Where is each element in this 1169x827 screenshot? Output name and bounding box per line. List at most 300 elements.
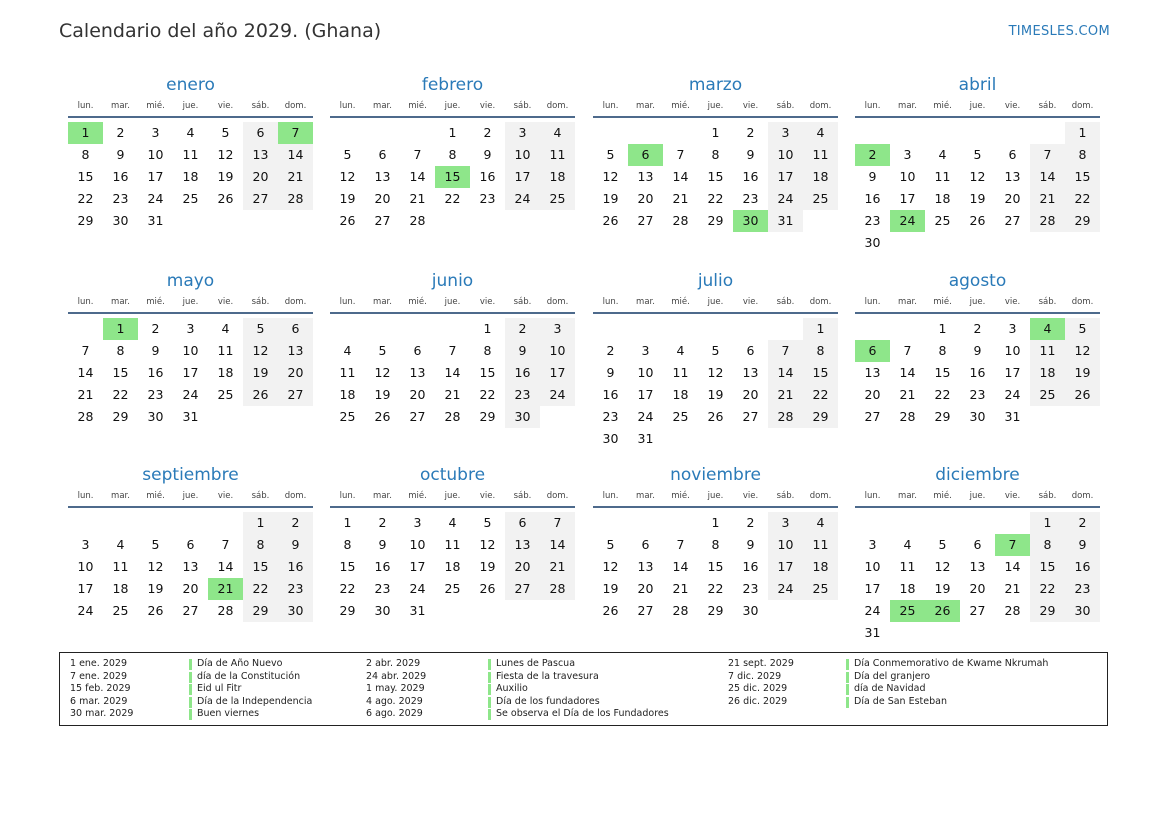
day-cell[interactable]: 31 bbox=[409, 603, 426, 618]
day-cell[interactable]: 22 bbox=[444, 191, 461, 206]
day-cell[interactable]: 1 bbox=[68, 122, 103, 144]
day-cell[interactable]: 4 bbox=[938, 147, 947, 162]
day-cell[interactable]: 23 bbox=[374, 581, 391, 596]
day-cell[interactable]: 11 bbox=[803, 144, 838, 166]
day-cell[interactable]: 21 bbox=[768, 384, 803, 406]
day-cell[interactable]: 5 bbox=[973, 147, 982, 162]
day-cell[interactable]: 15 bbox=[934, 365, 951, 380]
day-cell[interactable]: 8 bbox=[448, 147, 457, 162]
day-cell[interactable]: 19 bbox=[1065, 362, 1100, 384]
day-cell[interactable]: 31 bbox=[637, 431, 654, 446]
day-cell[interactable]: 19 bbox=[934, 581, 951, 596]
day-cell[interactable]: 9 bbox=[606, 365, 615, 380]
day-cell[interactable]: 31 bbox=[1004, 409, 1021, 424]
day-cell[interactable]: 24 bbox=[77, 603, 94, 618]
day-cell[interactable]: 13 bbox=[505, 534, 540, 556]
day-cell[interactable]: 25 bbox=[339, 409, 356, 424]
day-cell[interactable]: 5 bbox=[606, 537, 615, 552]
day-cell[interactable]: 3 bbox=[540, 318, 575, 340]
day-cell[interactable]: 5 bbox=[711, 343, 720, 358]
day-cell[interactable]: 5 bbox=[378, 343, 387, 358]
day-cell[interactable]: 13 bbox=[637, 559, 654, 574]
day-cell[interactable]: 2 bbox=[1065, 512, 1100, 534]
day-cell[interactable]: 12 bbox=[479, 537, 496, 552]
day-cell[interactable]: 14 bbox=[409, 169, 426, 184]
day-cell[interactable]: 27 bbox=[1004, 213, 1021, 228]
day-cell[interactable]: 23 bbox=[147, 387, 164, 402]
day-cell[interactable]: 8 bbox=[1030, 534, 1065, 556]
day-cell[interactable]: 10 bbox=[505, 144, 540, 166]
day-cell[interactable]: 17 bbox=[899, 191, 916, 206]
day-cell[interactable]: 29 bbox=[707, 213, 724, 228]
day-cell[interactable]: 27 bbox=[409, 409, 426, 424]
day-cell[interactable]: 3 bbox=[1008, 321, 1017, 336]
day-cell[interactable]: 1 bbox=[711, 125, 720, 140]
day-cell[interactable]: 13 bbox=[742, 365, 759, 380]
day-cell[interactable]: 15 bbox=[1030, 556, 1065, 578]
day-cell[interactable]: 30 bbox=[969, 409, 986, 424]
day-cell[interactable]: 11 bbox=[182, 147, 199, 162]
day-cell[interactable]: 7 bbox=[768, 340, 803, 362]
day-cell[interactable]: 9 bbox=[868, 169, 877, 184]
day-cell[interactable]: 4 bbox=[903, 537, 912, 552]
day-cell[interactable]: 24 bbox=[890, 210, 925, 232]
day-cell[interactable]: 1 bbox=[483, 321, 492, 336]
day-cell[interactable]: 30 bbox=[112, 213, 129, 228]
day-cell[interactable]: 20 bbox=[243, 166, 278, 188]
day-cell[interactable]: 14 bbox=[278, 144, 313, 166]
day-cell[interactable]: 17 bbox=[77, 581, 94, 596]
day-cell[interactable]: 6 bbox=[243, 122, 278, 144]
day-cell[interactable]: 28 bbox=[409, 213, 426, 228]
day-cell[interactable]: 5 bbox=[243, 318, 278, 340]
day-cell[interactable]: 4 bbox=[803, 512, 838, 534]
day-cell[interactable]: 29 bbox=[1065, 210, 1100, 232]
day-cell[interactable]: 9 bbox=[505, 340, 540, 362]
day-cell[interactable]: 21 bbox=[444, 387, 461, 402]
day-cell[interactable]: 28 bbox=[540, 578, 575, 600]
day-cell[interactable]: 15 bbox=[339, 559, 356, 574]
day-cell[interactable]: 23 bbox=[742, 581, 759, 596]
day-cell[interactable]: 2 bbox=[116, 125, 125, 140]
day-cell[interactable]: 29 bbox=[803, 406, 838, 428]
day-cell[interactable]: 2 bbox=[378, 515, 387, 530]
day-cell[interactable]: 27 bbox=[864, 409, 881, 424]
day-cell[interactable]: 17 bbox=[409, 559, 426, 574]
day-cell[interactable]: 24 bbox=[768, 578, 803, 600]
day-cell[interactable]: 9 bbox=[278, 534, 313, 556]
day-cell[interactable]: 29 bbox=[707, 603, 724, 618]
day-cell[interactable]: 18 bbox=[339, 387, 356, 402]
day-cell[interactable]: 20 bbox=[637, 581, 654, 596]
day-cell[interactable]: 19 bbox=[602, 191, 619, 206]
day-cell[interactable]: 2 bbox=[278, 512, 313, 534]
day-cell[interactable]: 16 bbox=[278, 556, 313, 578]
day-cell[interactable]: 5 bbox=[343, 147, 352, 162]
day-cell[interactable]: 9 bbox=[746, 147, 755, 162]
day-cell[interactable]: 20 bbox=[374, 191, 391, 206]
day-cell[interactable]: 28 bbox=[768, 406, 803, 428]
day-cell[interactable]: 16 bbox=[864, 191, 881, 206]
day-cell[interactable]: 14 bbox=[444, 365, 461, 380]
day-cell[interactable]: 6 bbox=[973, 537, 982, 552]
day-cell[interactable]: 30 bbox=[374, 603, 391, 618]
day-cell[interactable]: 30 bbox=[864, 235, 881, 250]
day-cell[interactable]: 8 bbox=[343, 537, 352, 552]
day-cell[interactable]: 10 bbox=[182, 343, 199, 358]
day-cell[interactable]: 21 bbox=[899, 387, 916, 402]
day-cell[interactable]: 23 bbox=[479, 191, 496, 206]
day-cell[interactable]: 2 bbox=[483, 125, 492, 140]
day-cell[interactable]: 7 bbox=[221, 537, 230, 552]
day-cell[interactable]: 6 bbox=[855, 340, 890, 362]
day-cell[interactable]: 29 bbox=[243, 600, 278, 622]
day-cell[interactable]: 14 bbox=[1030, 166, 1065, 188]
day-cell[interactable]: 16 bbox=[969, 365, 986, 380]
day-cell[interactable]: 23 bbox=[969, 387, 986, 402]
day-cell[interactable]: 3 bbox=[868, 537, 877, 552]
day-cell[interactable]: 4 bbox=[448, 515, 457, 530]
day-cell[interactable]: 4 bbox=[676, 343, 685, 358]
day-cell[interactable]: 8 bbox=[483, 343, 492, 358]
day-cell[interactable]: 15 bbox=[803, 362, 838, 384]
day-cell[interactable]: 14 bbox=[217, 559, 234, 574]
day-cell[interactable]: 11 bbox=[1030, 340, 1065, 362]
day-cell[interactable]: 17 bbox=[540, 362, 575, 384]
day-cell[interactable]: 25 bbox=[217, 387, 234, 402]
day-cell[interactable]: 11 bbox=[934, 169, 951, 184]
day-cell[interactable]: 18 bbox=[112, 581, 129, 596]
day-cell[interactable]: 22 bbox=[803, 384, 838, 406]
day-cell[interactable]: 26 bbox=[147, 603, 164, 618]
day-cell[interactable]: 22 bbox=[339, 581, 356, 596]
day-cell[interactable]: 14 bbox=[1004, 559, 1021, 574]
day-cell[interactable]: 11 bbox=[899, 559, 916, 574]
day-cell[interactable]: 8 bbox=[711, 537, 720, 552]
day-cell[interactable]: 4 bbox=[540, 122, 575, 144]
day-cell[interactable]: 6 bbox=[278, 318, 313, 340]
day-cell[interactable]: 8 bbox=[81, 147, 90, 162]
day-cell[interactable]: 26 bbox=[374, 409, 391, 424]
day-cell[interactable]: 13 bbox=[864, 365, 881, 380]
day-cell[interactable]: 28 bbox=[278, 188, 313, 210]
day-cell[interactable]: 16 bbox=[742, 169, 759, 184]
day-cell[interactable]: 26 bbox=[707, 409, 724, 424]
day-cell[interactable]: 18 bbox=[672, 387, 689, 402]
day-cell[interactable]: 26 bbox=[243, 384, 278, 406]
day-cell[interactable]: 23 bbox=[1065, 578, 1100, 600]
day-cell[interactable]: 28 bbox=[1004, 603, 1021, 618]
day-cell[interactable]: 16 bbox=[479, 169, 496, 184]
day-cell[interactable]: 21 bbox=[672, 581, 689, 596]
day-cell[interactable]: 3 bbox=[903, 147, 912, 162]
day-cell[interactable]: 16 bbox=[602, 387, 619, 402]
day-cell[interactable]: 14 bbox=[540, 534, 575, 556]
day-cell[interactable]: 1 bbox=[103, 318, 138, 340]
day-cell[interactable]: 19 bbox=[602, 581, 619, 596]
day-cell[interactable]: 29 bbox=[934, 409, 951, 424]
day-cell[interactable]: 11 bbox=[803, 534, 838, 556]
day-cell[interactable]: 30 bbox=[742, 603, 759, 618]
day-cell[interactable]: 27 bbox=[742, 409, 759, 424]
day-cell[interactable]: 25 bbox=[1030, 384, 1065, 406]
day-cell[interactable]: 6 bbox=[1008, 147, 1017, 162]
day-cell[interactable]: 8 bbox=[1065, 144, 1100, 166]
day-cell[interactable]: 14 bbox=[77, 365, 94, 380]
day-cell[interactable]: 17 bbox=[768, 166, 803, 188]
day-cell[interactable]: 11 bbox=[540, 144, 575, 166]
day-cell[interactable]: 21 bbox=[278, 166, 313, 188]
day-cell[interactable]: 16 bbox=[374, 559, 391, 574]
day-cell[interactable]: 16 bbox=[112, 169, 129, 184]
day-cell[interactable]: 4 bbox=[221, 321, 230, 336]
day-cell[interactable]: 13 bbox=[374, 169, 391, 184]
day-cell[interactable]: 29 bbox=[479, 409, 496, 424]
day-cell[interactable]: 1 bbox=[448, 125, 457, 140]
day-cell[interactable]: 20 bbox=[637, 191, 654, 206]
day-cell[interactable]: 12 bbox=[602, 169, 619, 184]
day-cell[interactable]: 12 bbox=[602, 559, 619, 574]
day-cell[interactable]: 31 bbox=[864, 625, 881, 640]
day-cell[interactable]: 21 bbox=[77, 387, 94, 402]
day-cell[interactable]: 20 bbox=[1004, 191, 1021, 206]
day-cell[interactable]: 5 bbox=[483, 515, 492, 530]
day-cell[interactable]: 15 bbox=[243, 556, 278, 578]
day-cell[interactable]: 10 bbox=[768, 534, 803, 556]
day-cell[interactable]: 17 bbox=[768, 556, 803, 578]
day-cell[interactable]: 5 bbox=[1065, 318, 1100, 340]
day-cell[interactable]: 5 bbox=[151, 537, 160, 552]
day-cell[interactable]: 27 bbox=[374, 213, 391, 228]
day-cell[interactable]: 22 bbox=[243, 578, 278, 600]
day-cell[interactable]: 24 bbox=[540, 384, 575, 406]
day-cell[interactable]: 14 bbox=[899, 365, 916, 380]
day-cell[interactable]: 5 bbox=[221, 125, 230, 140]
day-cell[interactable]: 17 bbox=[147, 169, 164, 184]
day-cell[interactable]: 2 bbox=[855, 144, 890, 166]
day-cell[interactable]: 25 bbox=[803, 578, 838, 600]
day-cell[interactable]: 26 bbox=[217, 191, 234, 206]
day-cell[interactable]: 20 bbox=[864, 387, 881, 402]
day-cell[interactable]: 7 bbox=[676, 537, 685, 552]
day-cell[interactable]: 25 bbox=[934, 213, 951, 228]
day-cell[interactable]: 26 bbox=[1065, 384, 1100, 406]
day-cell[interactable]: 22 bbox=[1030, 578, 1065, 600]
day-cell[interactable]: 28 bbox=[1030, 210, 1065, 232]
day-cell[interactable]: 24 bbox=[147, 191, 164, 206]
day-cell[interactable]: 17 bbox=[505, 166, 540, 188]
day-cell[interactable]: 2 bbox=[606, 343, 615, 358]
day-cell[interactable]: 26 bbox=[479, 581, 496, 596]
day-cell[interactable]: 18 bbox=[803, 166, 838, 188]
day-cell[interactable]: 18 bbox=[934, 191, 951, 206]
day-cell[interactable]: 25 bbox=[672, 409, 689, 424]
day-cell[interactable]: 9 bbox=[973, 343, 982, 358]
day-cell[interactable]: 6 bbox=[378, 147, 387, 162]
day-cell[interactable]: 22 bbox=[77, 191, 94, 206]
day-cell[interactable]: 30 bbox=[147, 409, 164, 424]
day-cell[interactable]: 22 bbox=[479, 387, 496, 402]
day-cell[interactable]: 7 bbox=[413, 147, 422, 162]
day-cell[interactable]: 11 bbox=[217, 343, 234, 358]
day-cell[interactable]: 12 bbox=[1065, 340, 1100, 362]
day-cell[interactable]: 31 bbox=[768, 210, 803, 232]
day-cell[interactable]: 9 bbox=[116, 147, 125, 162]
day-cell[interactable]: 10 bbox=[147, 147, 164, 162]
day-cell[interactable]: 6 bbox=[746, 343, 755, 358]
day-cell[interactable]: 30 bbox=[733, 210, 768, 232]
day-cell[interactable]: 23 bbox=[602, 409, 619, 424]
day-cell[interactable]: 18 bbox=[540, 166, 575, 188]
day-cell[interactable]: 15 bbox=[707, 559, 724, 574]
day-cell[interactable]: 2 bbox=[746, 125, 755, 140]
day-cell[interactable]: 15 bbox=[77, 169, 94, 184]
day-cell[interactable]: 14 bbox=[672, 559, 689, 574]
day-cell[interactable]: 3 bbox=[81, 537, 90, 552]
day-cell[interactable]: 17 bbox=[637, 387, 654, 402]
day-cell[interactable]: 19 bbox=[243, 362, 278, 384]
day-cell[interactable]: 20 bbox=[742, 387, 759, 402]
day-cell[interactable]: 22 bbox=[934, 387, 951, 402]
day-cell[interactable]: 29 bbox=[77, 213, 94, 228]
day-cell[interactable]: 18 bbox=[444, 559, 461, 574]
day-cell[interactable]: 29 bbox=[339, 603, 356, 618]
day-cell[interactable]: 28 bbox=[77, 409, 94, 424]
day-cell[interactable]: 23 bbox=[742, 191, 759, 206]
day-cell[interactable]: 28 bbox=[217, 603, 234, 618]
day-cell[interactable]: 7 bbox=[278, 122, 313, 144]
day-cell[interactable]: 24 bbox=[768, 188, 803, 210]
day-cell[interactable]: 23 bbox=[864, 213, 881, 228]
day-cell[interactable]: 19 bbox=[374, 387, 391, 402]
day-cell[interactable]: 6 bbox=[641, 537, 650, 552]
day-cell[interactable]: 27 bbox=[969, 603, 986, 618]
day-cell[interactable]: 13 bbox=[637, 169, 654, 184]
day-cell[interactable]: 27 bbox=[182, 603, 199, 618]
day-cell[interactable]: 26 bbox=[339, 213, 356, 228]
day-cell[interactable]: 2 bbox=[151, 321, 160, 336]
day-cell[interactable]: 17 bbox=[864, 581, 881, 596]
day-cell[interactable]: 20 bbox=[505, 556, 540, 578]
day-cell[interactable]: 21 bbox=[208, 578, 243, 600]
day-cell[interactable]: 24 bbox=[1004, 387, 1021, 402]
day-cell[interactable]: 1 bbox=[343, 515, 352, 530]
day-cell[interactable]: 29 bbox=[1030, 600, 1065, 622]
day-cell[interactable]: 17 bbox=[182, 365, 199, 380]
day-cell[interactable]: 15 bbox=[435, 166, 470, 188]
day-cell[interactable]: 1 bbox=[243, 512, 278, 534]
day-cell[interactable]: 8 bbox=[938, 343, 947, 358]
day-cell[interactable]: 15 bbox=[1065, 166, 1100, 188]
day-cell[interactable]: 6 bbox=[186, 537, 195, 552]
day-cell[interactable]: 4 bbox=[1030, 318, 1065, 340]
day-cell[interactable]: 14 bbox=[672, 169, 689, 184]
day-cell[interactable]: 23 bbox=[278, 578, 313, 600]
day-cell[interactable]: 2 bbox=[746, 515, 755, 530]
day-cell[interactable]: 8 bbox=[243, 534, 278, 556]
day-cell[interactable]: 27 bbox=[637, 603, 654, 618]
day-cell[interactable]: 31 bbox=[182, 409, 199, 424]
day-cell[interactable]: 7 bbox=[81, 343, 90, 358]
day-cell[interactable]: 3 bbox=[641, 343, 650, 358]
day-cell[interactable]: 5 bbox=[938, 537, 947, 552]
day-cell[interactable]: 10 bbox=[409, 537, 426, 552]
day-cell[interactable]: 5 bbox=[606, 147, 615, 162]
day-cell[interactable]: 3 bbox=[768, 512, 803, 534]
day-cell[interactable]: 10 bbox=[768, 144, 803, 166]
day-cell[interactable]: 19 bbox=[479, 559, 496, 574]
day-cell[interactable]: 12 bbox=[147, 559, 164, 574]
day-cell[interactable]: 18 bbox=[899, 581, 916, 596]
day-cell[interactable]: 28 bbox=[672, 603, 689, 618]
day-cell[interactable]: 12 bbox=[969, 169, 986, 184]
day-cell[interactable]: 16 bbox=[1065, 556, 1100, 578]
day-cell[interactable]: 30 bbox=[505, 406, 540, 428]
day-cell[interactable]: 21 bbox=[1004, 581, 1021, 596]
day-cell[interactable]: 9 bbox=[483, 147, 492, 162]
day-cell[interactable]: 7 bbox=[448, 343, 457, 358]
day-cell[interactable]: 9 bbox=[746, 537, 755, 552]
day-cell[interactable]: 3 bbox=[151, 125, 160, 140]
day-cell[interactable]: 29 bbox=[112, 409, 129, 424]
day-cell[interactable]: 3 bbox=[768, 122, 803, 144]
day-cell[interactable]: 1 bbox=[711, 515, 720, 530]
day-cell[interactable]: 6 bbox=[413, 343, 422, 358]
day-cell[interactable]: 12 bbox=[374, 365, 391, 380]
day-cell[interactable]: 22 bbox=[707, 191, 724, 206]
day-cell[interactable]: 15 bbox=[479, 365, 496, 380]
day-cell[interactable]: 12 bbox=[217, 147, 234, 162]
day-cell[interactable]: 18 bbox=[182, 169, 199, 184]
day-cell[interactable]: 22 bbox=[707, 581, 724, 596]
day-cell[interactable]: 13 bbox=[243, 144, 278, 166]
day-cell[interactable]: 13 bbox=[1004, 169, 1021, 184]
site-link[interactable]: TIMESLES.COM bbox=[1008, 24, 1110, 39]
day-cell[interactable]: 24 bbox=[505, 188, 540, 210]
day-cell[interactable]: 22 bbox=[1065, 188, 1100, 210]
day-cell[interactable]: 19 bbox=[147, 581, 164, 596]
day-cell[interactable]: 12 bbox=[243, 340, 278, 362]
day-cell[interactable]: 16 bbox=[147, 365, 164, 380]
day-cell[interactable]: 22 bbox=[112, 387, 129, 402]
day-cell[interactable]: 26 bbox=[969, 213, 986, 228]
day-cell[interactable]: 26 bbox=[602, 603, 619, 618]
day-cell[interactable]: 1 bbox=[803, 318, 838, 340]
day-cell[interactable]: 20 bbox=[409, 387, 426, 402]
day-cell[interactable]: 6 bbox=[505, 512, 540, 534]
day-cell[interactable]: 6 bbox=[628, 144, 663, 166]
day-cell[interactable]: 21 bbox=[1030, 188, 1065, 210]
day-cell[interactable]: 21 bbox=[540, 556, 575, 578]
day-cell[interactable]: 11 bbox=[112, 559, 129, 574]
day-cell[interactable]: 19 bbox=[969, 191, 986, 206]
day-cell[interactable]: 28 bbox=[899, 409, 916, 424]
day-cell[interactable]: 31 bbox=[147, 213, 164, 228]
day-cell[interactable]: 25 bbox=[112, 603, 129, 618]
day-cell[interactable]: 9 bbox=[1065, 534, 1100, 556]
day-cell[interactable]: 25 bbox=[182, 191, 199, 206]
day-cell[interactable]: 10 bbox=[637, 365, 654, 380]
day-cell[interactable]: 24 bbox=[409, 581, 426, 596]
day-cell[interactable]: 10 bbox=[1004, 343, 1021, 358]
day-cell[interactable]: 27 bbox=[505, 578, 540, 600]
day-cell[interactable]: 25 bbox=[803, 188, 838, 210]
day-cell[interactable]: 16 bbox=[742, 559, 759, 574]
day-cell[interactable]: 18 bbox=[1030, 362, 1065, 384]
day-cell[interactable]: 25 bbox=[444, 581, 461, 596]
day-cell[interactable]: 26 bbox=[925, 600, 960, 622]
day-cell[interactable]: 21 bbox=[672, 191, 689, 206]
